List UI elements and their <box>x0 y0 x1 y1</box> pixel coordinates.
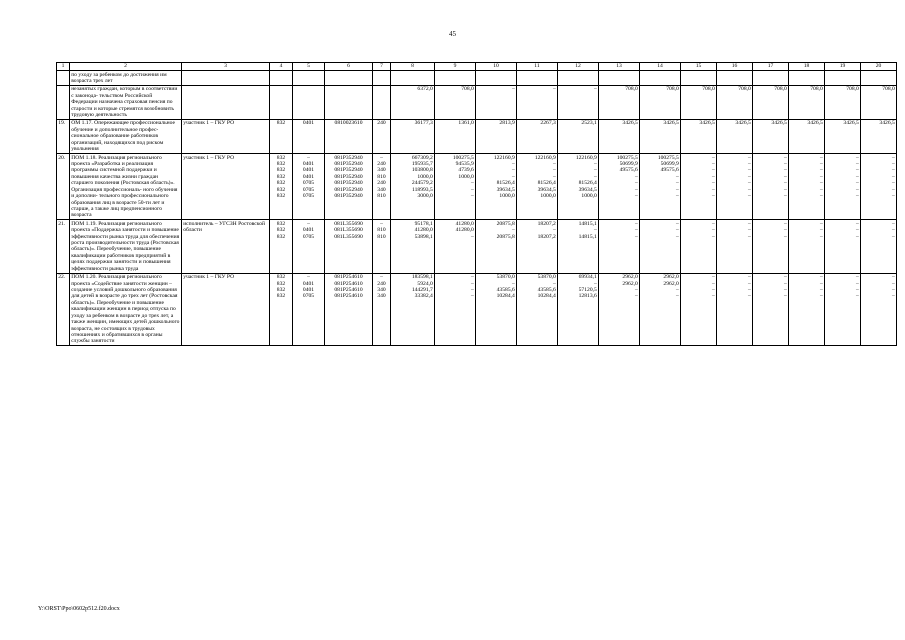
amount-cell <box>681 71 717 86</box>
amount-cell: – – – <box>717 220 753 273</box>
amount-cell: – – – – <box>861 273 897 346</box>
row-number-cell: 21. <box>57 220 70 273</box>
page-number: 45 <box>449 30 456 38</box>
amount-cell: 53870,0 – 43585,6 10284,4 <box>476 273 517 346</box>
row-number-cell <box>57 71 70 86</box>
amount-cell: 667309,2 195935,7 103800,8 1000,0 244579,2 118993,5 3000,0 <box>391 154 435 220</box>
grbs-code-cell: 832 832 832 832 <box>270 273 293 346</box>
rzpr-code-cell <box>293 85 325 119</box>
budget-table <box>56 62 897 346</box>
amount-cell: – – – – – – – <box>681 154 717 220</box>
column-number-19: 19 <box>825 63 861 71</box>
row-number-cell: 20. <box>57 154 70 220</box>
table-row <box>57 85 897 119</box>
amount-cell: 18207,2 – 18207,2 <box>517 220 558 273</box>
column-number-5: 5 <box>293 63 325 71</box>
csr-code-cell: 081L355690 081L355690 081L355690 <box>325 220 373 273</box>
executor-cell: участник 1 – ГКУ РО <box>182 273 270 346</box>
amount-cell: – <box>517 85 558 119</box>
executor-cell: участник 1 – ГКУ РО <box>182 119 270 153</box>
amount-cell: 708,0 <box>640 85 681 119</box>
csr-code-cell <box>325 71 373 86</box>
amount-cell: 1361,0 <box>435 119 476 153</box>
vr-code-cell: 240 <box>373 119 391 153</box>
amount-cell: – – – <box>640 220 681 273</box>
table-row <box>57 220 897 273</box>
column-number-8: 8 <box>391 63 435 71</box>
amount-cell: 3426,5 <box>717 119 753 153</box>
amount-cell: 2813,9 <box>476 119 517 153</box>
measure-name-cell: ОМ 1.17. Опережающее профессиональное обучение и дополнительное профес- сиональное образование работников организаций, находящихся под риском увольнения <box>70 119 182 153</box>
amount-cell: 122160,9 – – – 81526,4 39634,5 1000,0 <box>517 154 558 220</box>
amount-cell: 122160,9 – – – 81526,4 39634,5 1000,0 <box>476 154 517 220</box>
rzpr-code-cell: 0401 <box>293 119 325 153</box>
column-number-16: 16 <box>717 63 753 71</box>
csr-code-cell <box>325 85 373 119</box>
amount-cell: 2267,3 <box>517 119 558 153</box>
amount-cell: – – – – – – – <box>789 154 825 220</box>
column-number-10: 10 <box>476 63 517 71</box>
table-row <box>57 273 897 346</box>
column-number-12: 12 <box>558 63 599 71</box>
amount-cell: 708,0 <box>681 85 717 119</box>
row-number-cell <box>57 85 70 119</box>
amount-cell: 100275,5 50699,9 49575,6 – – – – <box>640 154 681 220</box>
column-number-4: 4 <box>270 63 293 71</box>
amount-cell <box>476 71 517 86</box>
amount-cell: 2523,1 <box>558 119 599 153</box>
amount-cell: 708,0 <box>717 85 753 119</box>
amount-cell: 708,0 <box>599 85 640 119</box>
grbs-code-cell <box>270 71 293 86</box>
amount-cell <box>640 71 681 86</box>
column-number-2: 2 <box>70 63 182 71</box>
amount-cell: 100275,5 50699,9 49575,6 – – – – <box>599 154 640 220</box>
amount-cell <box>753 71 789 86</box>
column-number-row <box>57 63 897 71</box>
amount-cell: 708,0 <box>753 85 789 119</box>
amount-cell <box>599 71 640 86</box>
amount-cell: 3426,5 <box>599 119 640 153</box>
amount-cell: – – – <box>753 220 789 273</box>
column-number-14: 14 <box>640 63 681 71</box>
amount-cell <box>717 71 753 86</box>
column-number-6: 6 <box>325 63 373 71</box>
amount-cell: 708,0 <box>789 85 825 119</box>
amount-cell: – – – – <box>789 273 825 346</box>
amount-cell: 3426,5 <box>861 119 897 153</box>
file-path-footer: Y:\ORST\Ppo\0602p512.f20.docx <box>38 606 120 612</box>
amount-cell <box>391 71 435 86</box>
csr-code-cell: 0810023610 <box>325 119 373 153</box>
vr-code-cell: – 810 810 <box>373 220 391 273</box>
measure-name-cell: незанятых граждан, которым в соответствии с законода- тельством Российской Федерации назначена страховая пенсия по старости и которые стремятся возобновить трудовую деятельность <box>70 85 182 119</box>
amount-cell: – – – – – – – <box>861 154 897 220</box>
amount-cell: 36177,3 <box>391 119 435 153</box>
rzpr-code-cell <box>293 71 325 86</box>
amount-cell: – – – <box>599 220 640 273</box>
rzpr-code-cell: – 0401 0705 <box>293 220 325 273</box>
row-number-cell: 22. <box>57 273 70 346</box>
column-number-7: 7 <box>373 63 391 71</box>
csr-code-cell: 081P254610 081P254610 081P254610 081P254610 <box>325 273 373 346</box>
amount-cell: – – – <box>789 220 825 273</box>
amount-cell: 3426,5 <box>825 119 861 153</box>
amount-cell: 69934,1 – 57120,5 12813,6 <box>558 273 599 346</box>
amount-cell <box>435 71 476 86</box>
amount-cell: 3426,5 <box>640 119 681 153</box>
amount-cell: 2962,0 2962,0 – – <box>640 273 681 346</box>
amount-cell: 6372,0 <box>391 85 435 119</box>
amount-cell: – – – – – – – <box>753 154 789 220</box>
amount-cell: 3426,5 <box>753 119 789 153</box>
row-number-cell: 19. <box>57 119 70 153</box>
amount-cell: 53870,0 – 43585,6 10284,4 <box>517 273 558 346</box>
grbs-code-cell: 832 832 832 <box>270 220 293 273</box>
vr-code-cell: – 240 340 340 <box>373 273 391 346</box>
amount-cell <box>517 71 558 86</box>
grbs-code-cell: 832 832 832 832 832 832 832 <box>270 154 293 220</box>
measure-name-cell: ПОМ 1.19. Реализация регионального проекта «Поддержка занятости и повышение эффективности рынка труда для обеспечения роста производительности труда (Ростовская область)». Переобучение, повышение квалификации работников предприятий в целях поддержки занятости и повышения эффективности рынка труда <box>70 220 182 273</box>
table-row <box>57 154 897 220</box>
amount-cell <box>558 71 599 86</box>
vr-code-cell <box>373 71 391 86</box>
rzpr-code-cell: – 0401 0401 0401 0705 0705 0705 <box>293 154 325 220</box>
vr-code-cell: – 240 340 810 240 340 810 <box>373 154 391 220</box>
executor-cell <box>182 85 270 119</box>
amount-cell: – – – – <box>825 273 861 346</box>
amount-cell: – – – <box>825 220 861 273</box>
executor-cell <box>182 71 270 86</box>
column-number-11: 11 <box>517 63 558 71</box>
measure-name-cell: ПОМ 1.18. Реализация регионального проекта «Разработка и реализация программы системной поддержки и повышения качества жизни граждан старшего поколения (Ростовская область)». Организация профессиональ- ного обучения и дополни- тельного профессионального образования лиц в возрасте 50-ти лет и старше, а также лиц предпенсионного возраста <box>70 154 182 220</box>
column-number-20: 20 <box>861 63 897 71</box>
amount-cell: – – – – – – – <box>825 154 861 220</box>
column-number-3: 3 <box>182 63 270 71</box>
column-number-1: 1 <box>57 63 70 71</box>
amount-cell: 100275,5 94535,9 4739,6 1000,0 – – – <box>435 154 476 220</box>
amount-cell: – <box>558 85 599 119</box>
column-number-9: 9 <box>435 63 476 71</box>
measure-name-cell: по уходу за ребенком до достижения им возраста трех лет <box>70 71 182 86</box>
amount-cell: – – – <box>681 220 717 273</box>
table-row <box>57 71 897 86</box>
amount-cell: – – – – <box>717 273 753 346</box>
amount-cell: 183598,1 5924,0 144291,7 33382,4 <box>391 273 435 346</box>
amount-cell: 41280,0 41280,0 – <box>435 220 476 273</box>
amount-cell: – – – – – – – <box>717 154 753 220</box>
grbs-code-cell: 832 <box>270 119 293 153</box>
amount-cell: 95178,1 41280,0 53898,1 <box>391 220 435 273</box>
column-number-15: 15 <box>681 63 717 71</box>
amount-cell: 708,0 <box>435 85 476 119</box>
amount-cell: 708,0 <box>825 85 861 119</box>
column-number-18: 18 <box>789 63 825 71</box>
vr-code-cell <box>373 85 391 119</box>
amount-cell <box>789 71 825 86</box>
csr-code-cell: 081P352940 081P352940 081P352940 081P352940 081P352940 081P352940 081P352940 <box>325 154 373 220</box>
grbs-code-cell <box>270 85 293 119</box>
amount-cell: 20875,8 – 20875,8 <box>476 220 517 273</box>
amount-cell: – – – – <box>753 273 789 346</box>
executor-cell: участник 1 – ГКУ РО <box>182 154 270 220</box>
executor-cell: исполнитель – УГСЗН Ростовской области <box>182 220 270 273</box>
rzpr-code-cell: – 0401 0401 0705 <box>293 273 325 346</box>
amount-cell: 3426,5 <box>789 119 825 153</box>
amount-cell: 122160,9 – – – 81526,4 39634,5 1000,0 <box>558 154 599 220</box>
amount-cell <box>861 71 897 86</box>
table-row <box>57 119 897 153</box>
amount-cell: – – – – <box>681 273 717 346</box>
amount-cell: 3426,5 <box>681 119 717 153</box>
amount-cell <box>825 71 861 86</box>
amount-cell: – – – – <box>435 273 476 346</box>
amount-cell: 2962,0 2962,0 – – <box>599 273 640 346</box>
amount-cell: – <box>476 85 517 119</box>
column-number-17: 17 <box>753 63 789 71</box>
amount-cell: 708,0 <box>861 85 897 119</box>
measure-name-cell: ПОМ 1.20. Реализация регионального проекта «Содействие занятости женщин – создание условий дошкольного образования для детей в возрасте до трех лет (Ростовская область)». Переобучение и повышение квалификации женщин в период отпуска по уходу за ребенком в возрасте до трех лет, а также женщин, имеющих детей дошкольного возраста, не состоящих в трудовых отношениях и обратившихся в органы службы занятости <box>70 273 182 346</box>
amount-cell: – – – <box>861 220 897 273</box>
column-number-13: 13 <box>599 63 640 71</box>
amount-cell: 14815,1 – 14815,1 <box>558 220 599 273</box>
